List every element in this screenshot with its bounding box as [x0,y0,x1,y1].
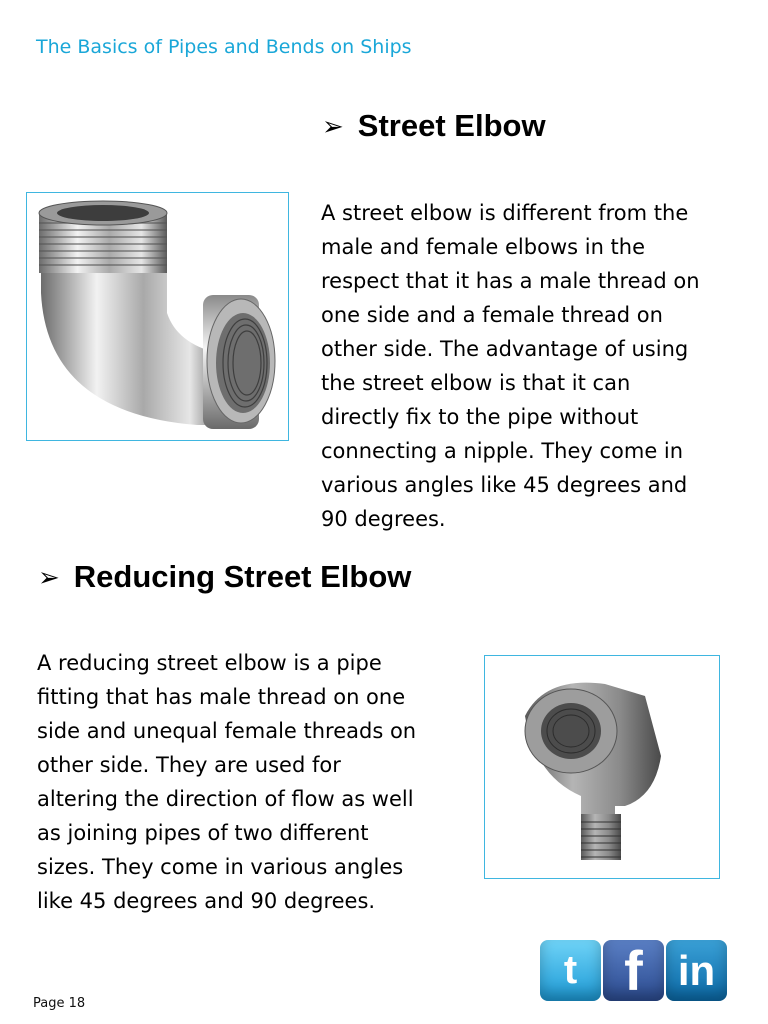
social-links [540,940,727,1001]
heading-text: Reducing Street Elbow [73,559,412,594]
twitter-icon[interactable]: t [540,940,601,1001]
facebook-icon[interactable]: f [603,940,664,1001]
reducing-street-elbow-heading [38,559,411,595]
street-elbow-illustration [27,193,288,440]
street-elbow-image [26,192,289,441]
reducing-street-elbow-illustration [485,656,719,878]
arrow-bullet-icon: ➢ [322,110,344,141]
street-elbow-description: A street elbow is different from the male and female elbows in the respect that it has a male thread on one side and a female thread on other side. The advantage of using the street elbow is that it can directly fix to the pipe without connecting a nipple. They come in various angles like 45 degrees and 90 degrees. [321,201,700,531]
heading-text: Street Elbow [357,108,546,143]
linkedin-icon[interactable]: in [666,940,727,1001]
reducing-street-elbow-description: A reducing street elbow is a pipe fitting that has male thread on one side and unequal female threads on other side. They are used for altering the direction of flow as well as joining pipes of two different sizes. They come in various angles like 45 degrees and 90 degrees. [37,651,417,913]
reducing-street-elbow-image [484,655,720,879]
document-header-title: The Basics of Pipes and Bends on Ships [36,36,412,58]
arrow-bullet-icon: ➢ [38,561,60,592]
street-elbow-heading [322,108,546,144]
page-number: Page 18 [33,996,86,1011]
